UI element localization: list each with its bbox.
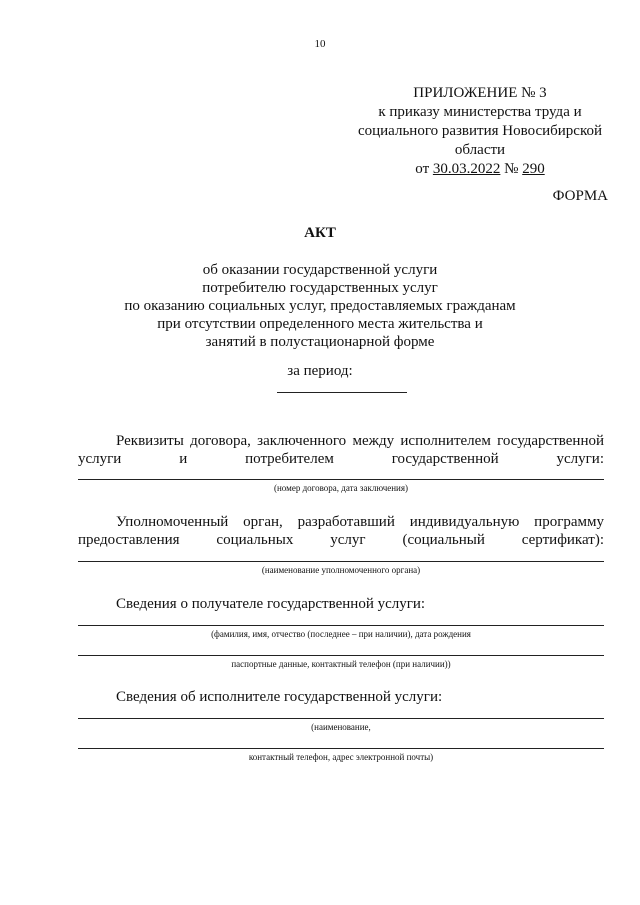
subtitle-line: при отсутствии определенного места жительства и bbox=[157, 316, 483, 332]
period-label: за период: bbox=[287, 363, 353, 379]
form-label: ФОРМА bbox=[552, 188, 608, 204]
contract-caption: (номер договора, дата заключения) bbox=[273, 483, 409, 493]
provider-text: Сведения об исполнителе государственной услуги: bbox=[116, 689, 443, 705]
date-prefix: от bbox=[415, 161, 433, 177]
authority-text: Уполномоченный орган, разработавший индивидуальную программу предоставления социальных услуг (социальный сертификат): bbox=[78, 514, 604, 548]
appendix-block bbox=[330, 84, 630, 179]
subtitle-line: по оказанию социальных услуг, предоставляемых гражданам bbox=[124, 298, 516, 314]
authority-section-text bbox=[78, 513, 604, 549]
subtitle-line: об оказании государственной услуги bbox=[202, 262, 438, 278]
document-title: АКТ bbox=[304, 225, 336, 241]
appendix-title: ПРИЛОЖЕНИЕ № 3 bbox=[413, 85, 547, 101]
provider-caption-2: контактный телефон, адрес электронной почты) bbox=[248, 752, 434, 762]
provider-section-text bbox=[78, 688, 604, 706]
authority-field-line bbox=[78, 561, 604, 562]
provider-field-line-1 bbox=[78, 718, 604, 719]
contract-text: Реквизиты договора, заключенного между исполнителем государственной услуги и потребителем государственной услуги: bbox=[78, 433, 604, 467]
appendix-line: к приказу министерства труда и bbox=[378, 104, 582, 120]
recipient-text: Сведения о получателе государственной услуги: bbox=[116, 596, 426, 612]
page-number: 10 bbox=[314, 38, 326, 50]
appendix-line: социального развития Новосибирской bbox=[357, 123, 603, 139]
recipient-field-line-2 bbox=[78, 655, 604, 656]
subtitle-line: занятий в полустационарной форме bbox=[205, 334, 435, 350]
subtitle-line: потребителю государственных услуг bbox=[202, 280, 438, 296]
recipient-field-line-1 bbox=[78, 625, 604, 626]
number-sign: № bbox=[500, 161, 523, 177]
order-number: 290 bbox=[522, 161, 545, 177]
recipient-section-text bbox=[78, 595, 604, 613]
provider-field-line-2 bbox=[78, 748, 604, 749]
contract-section-text bbox=[78, 432, 604, 468]
recipient-caption-2: паспортные данные, контактный телефон (при наличии)) bbox=[231, 659, 451, 669]
recipient-caption-1: (фамилия, имя, отчество (последнее – при наличии), дата рождения bbox=[211, 629, 471, 639]
contract-field-line bbox=[78, 479, 604, 480]
period-field-line bbox=[277, 392, 407, 393]
appendix-date-line bbox=[330, 160, 630, 179]
appendix-line: области bbox=[454, 142, 506, 158]
authority-caption: (наименование уполномоченного органа) bbox=[261, 565, 421, 575]
provider-caption-1: (наименование, bbox=[311, 722, 371, 732]
document-subtitle bbox=[0, 261, 640, 351]
order-date: 30.03.2022 bbox=[432, 161, 501, 177]
